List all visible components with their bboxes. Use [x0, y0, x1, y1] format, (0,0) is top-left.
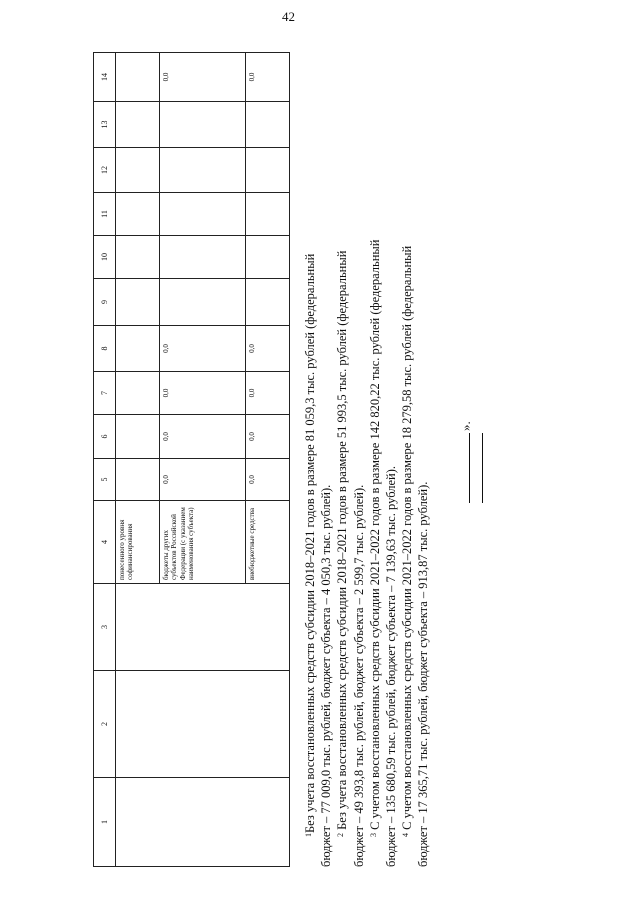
table-cell [246, 236, 290, 279]
col-header: 4 [94, 501, 116, 584]
footnote-line [367, 47, 383, 867]
footnote-mark: 1 [304, 833, 313, 837]
col-header: 12 [94, 148, 116, 193]
footnote-line [302, 47, 318, 867]
table-row [116, 53, 160, 867]
signature-rule [459, 433, 470, 503]
col-header: 10 [94, 236, 116, 279]
footnote-text: Без учета восстановленных средств субсидии 2018–2021 годов в размере 51 993,5 тыс. рублей (федеральный [335, 250, 350, 830]
table-cell: 0,0 [160, 53, 246, 102]
footnote-text: бюджет – 135 680,59 тыс. рублей, бюджет субъекта – 7 139,63 тыс. рублей). [384, 465, 399, 867]
closing-quote: ». [458, 421, 473, 431]
table-cell: 0,0 [246, 53, 290, 102]
footnote-text: бюджет – 77 009,0 тыс. рублей, бюджет субъекта – 4 050,3 тыс. рублей). [319, 484, 334, 867]
col-header: 2 [94, 671, 116, 778]
col-header: 3 [94, 584, 116, 671]
table-cell [116, 193, 160, 236]
table-cell [160, 193, 246, 236]
table-cell [246, 193, 290, 236]
table-cell: 0,0 [160, 326, 246, 372]
table-cell [116, 584, 290, 671]
table-cell [116, 372, 160, 415]
table-cell: понесенного уровня софинансирования [116, 501, 160, 584]
table-cell [116, 53, 160, 102]
footnote-text: бюджет – 17 365,71 тыс. рублей, бюджет субъекта – 913,87 тыс. рублей). [416, 481, 431, 867]
page-number: 42 [282, 9, 295, 24]
table-cell [116, 671, 290, 778]
table-cell [116, 148, 160, 193]
table-cell: бюджеты других субъектов Российской Федерации (с указанием наименования субъекта) [160, 501, 246, 584]
footnote-text: С учетом восстановленных средств субсидии 2021–2022 годов в размере 142 820,22 тыс. рублей (федеральный [367, 239, 382, 830]
col-header: 7 [94, 372, 116, 415]
table-cell: внебюджетные средства [246, 501, 290, 584]
footnote-mark: 2 [336, 833, 346, 837]
footnote-line [334, 47, 350, 867]
col-header: 11 [94, 193, 116, 236]
footnotes [302, 47, 432, 867]
table-cell [246, 102, 290, 148]
table-cell: 0,0 [160, 372, 246, 415]
col-header: 6 [94, 415, 116, 459]
table-cell [160, 102, 246, 148]
table-header-row [94, 53, 116, 867]
footnote-line [351, 47, 367, 867]
footnote-text: бюджет – 49 393,8 тыс. рублей, бюджет субъекта – 2 599,7 тыс. рублей). [351, 484, 366, 867]
footnote-mark: 3 [368, 833, 378, 837]
table-cell [116, 326, 160, 372]
table-cell [160, 236, 246, 279]
col-header: 1 [94, 778, 116, 867]
col-header: 13 [94, 102, 116, 148]
table-cell: 0,0 [246, 459, 290, 501]
col-header: 8 [94, 326, 116, 372]
closing-mark-line [458, 421, 474, 503]
footnote-line [399, 47, 415, 867]
table-cell [116, 459, 160, 501]
table-cell: 0,0 [246, 326, 290, 372]
table-cell [116, 102, 160, 148]
closing-rule [482, 433, 483, 503]
col-header: 9 [94, 279, 116, 326]
footnote-line [383, 47, 399, 867]
col-header: 5 [94, 459, 116, 501]
table-cell: 0,0 [160, 415, 246, 459]
table-cell [116, 778, 290, 867]
table-cell [116, 279, 160, 326]
table-cell [116, 415, 160, 459]
budget-table [93, 52, 290, 867]
col-header: 14 [94, 53, 116, 102]
table-cell: 0,0 [160, 459, 246, 501]
footnote-mark: 4 [401, 833, 411, 837]
table-cell [160, 148, 246, 193]
footnote-text: Без учета восстановленных средств субсидии 2018–2021 годов в размере 81 059,3 тыс. рублей (федеральный [303, 253, 317, 833]
footnote-text: С учетом восстановленных средств субсидии 2021–2022 годов в размере 18 279,58 тыс. рублей (федеральный [400, 245, 415, 830]
table-cell: 0,0 [246, 372, 290, 415]
footnote-line [415, 47, 431, 867]
footnote-line [318, 47, 334, 867]
table-cell [160, 279, 246, 326]
table-cell [116, 236, 160, 279]
table-cell [246, 148, 290, 193]
table-cell [246, 279, 290, 326]
table-cell: 0,0 [246, 415, 290, 459]
